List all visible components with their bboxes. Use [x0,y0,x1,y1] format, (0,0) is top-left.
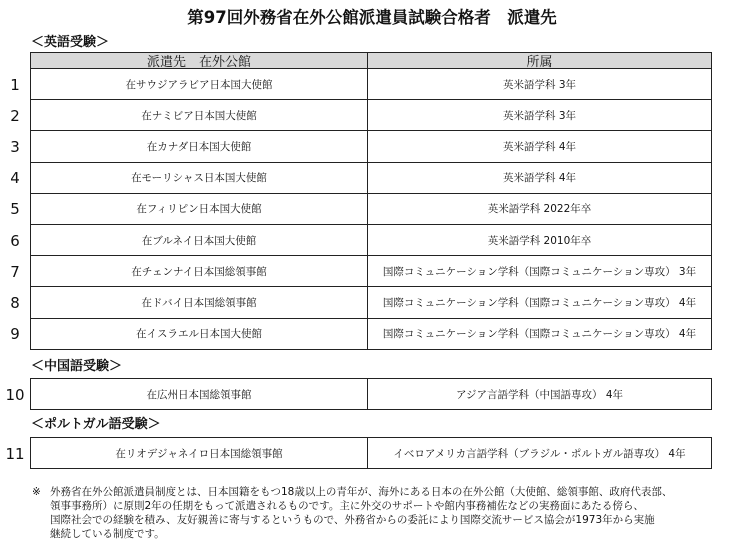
table-row [10,225,712,256]
table-row [5,438,712,469]
affiliation-cell: 英米語学科 4年 [368,131,712,162]
post-cell: 在ブルネイ日本国大使館 [31,225,368,256]
post-cell: 在イスラエル日本国大使館 [31,319,368,350]
affiliation-cell: 英米語学科 3年 [368,69,712,100]
footnote-line: 継続している制度です。 [50,528,165,540]
affiliation-cell: 国際コミュニケーション学科（国際コミュニケーション専攻） 3年 [368,256,712,287]
table-row [10,194,712,225]
footnote [50,485,720,541]
row-number: 2 [10,106,20,125]
row-number: 4 [10,169,20,188]
affiliation-cell: 英米語学科 4年 [368,163,712,194]
affiliation-cell: 国際コミュニケーション学科（国際コミュニケーション専攻） 4年 [368,319,712,350]
row-number: 7 [10,262,20,281]
post-cell: 在広州日本国総領事館 [31,379,368,410]
row-number: 9 [10,325,20,344]
table-row [10,287,712,318]
affiliation-cell: 英米語学科 2022年卒 [368,194,712,225]
row-number: 10 [5,385,25,404]
row-number: 8 [10,293,20,312]
table-row [10,100,712,131]
post-cell: 在サウジアラビア日本国大使館 [31,69,368,100]
affiliation-cell: 国際コミュニケーション学科（国際コミュニケーション専攻） 4年 [368,287,712,318]
row-number: 3 [10,137,20,156]
footnote-line: 外務省在外公館派遣員制度とは、日本国籍をもつ18歳以上の青年が、海外にある日本の在外公館（大使館、総領事館、政府代表部、 [50,486,673,498]
section-heading-portuguese: ＜ポルトガル語受験＞ [31,417,161,432]
footnote-line: 国際社会での経験を積み、友好親善に寄与するというもので、外務省からの委託により国際交流サービス協会が1973年から実施 [50,514,655,526]
table-row [10,163,712,194]
footnote-line: 領事事務所）に原則2年の任期をもって派遣されるものです。主に外交のサポートや館内事務補佐などの実務面にあたる傍ら、 [50,500,644,512]
post-cell: 在チェンナイ日本国総領事館 [31,256,368,287]
post-cell: 在フィリピン日本国大使館 [31,194,368,225]
results-table-portuguese [5,437,712,469]
results-table-chinese [5,378,712,410]
table-row [10,131,712,162]
affiliation-cell: 英米語学科 3年 [368,100,712,131]
section-heading-english: ＜英語受験＞ [31,35,110,50]
affiliation-cell: イベロアメリカ言語学科（ブラジル・ポルトガル語専攻） 4年 [368,438,712,469]
row-number: 1 [10,75,20,94]
table-row [10,256,712,287]
affiliation-cell: アジア言語学科（中国語専攻） 4年 [368,379,712,410]
page-title: 第97回外務省在外公館派遣員試験合格者 派遣先 [187,8,557,27]
footnote-mark: ※ [32,486,41,498]
row-number: 6 [10,231,20,250]
post-cell: 在ドバイ日本国総領事館 [31,287,368,318]
row-number: 5 [10,200,20,219]
header-cell-affiliation: 所属 [368,53,712,69]
affiliation-cell: 英米語学科 2010年卒 [368,225,712,256]
post-cell: 在カナダ日本国大使館 [31,131,368,162]
table-row [10,319,712,350]
table-header-row [31,53,712,69]
post-cell: 在ナミビア日本国大使館 [31,100,368,131]
header-cell-post: 派遣先 在外公館 [31,53,368,69]
row-number: 11 [5,444,25,463]
table-row [10,69,712,100]
section-heading-chinese: ＜中国語受験＞ [31,359,123,374]
post-cell: 在モーリシャス日本国大使館 [31,163,368,194]
post-cell: 在リオデジャネイロ日本国総領事館 [31,438,368,469]
results-table-english [10,52,712,350]
table-row [5,379,712,410]
